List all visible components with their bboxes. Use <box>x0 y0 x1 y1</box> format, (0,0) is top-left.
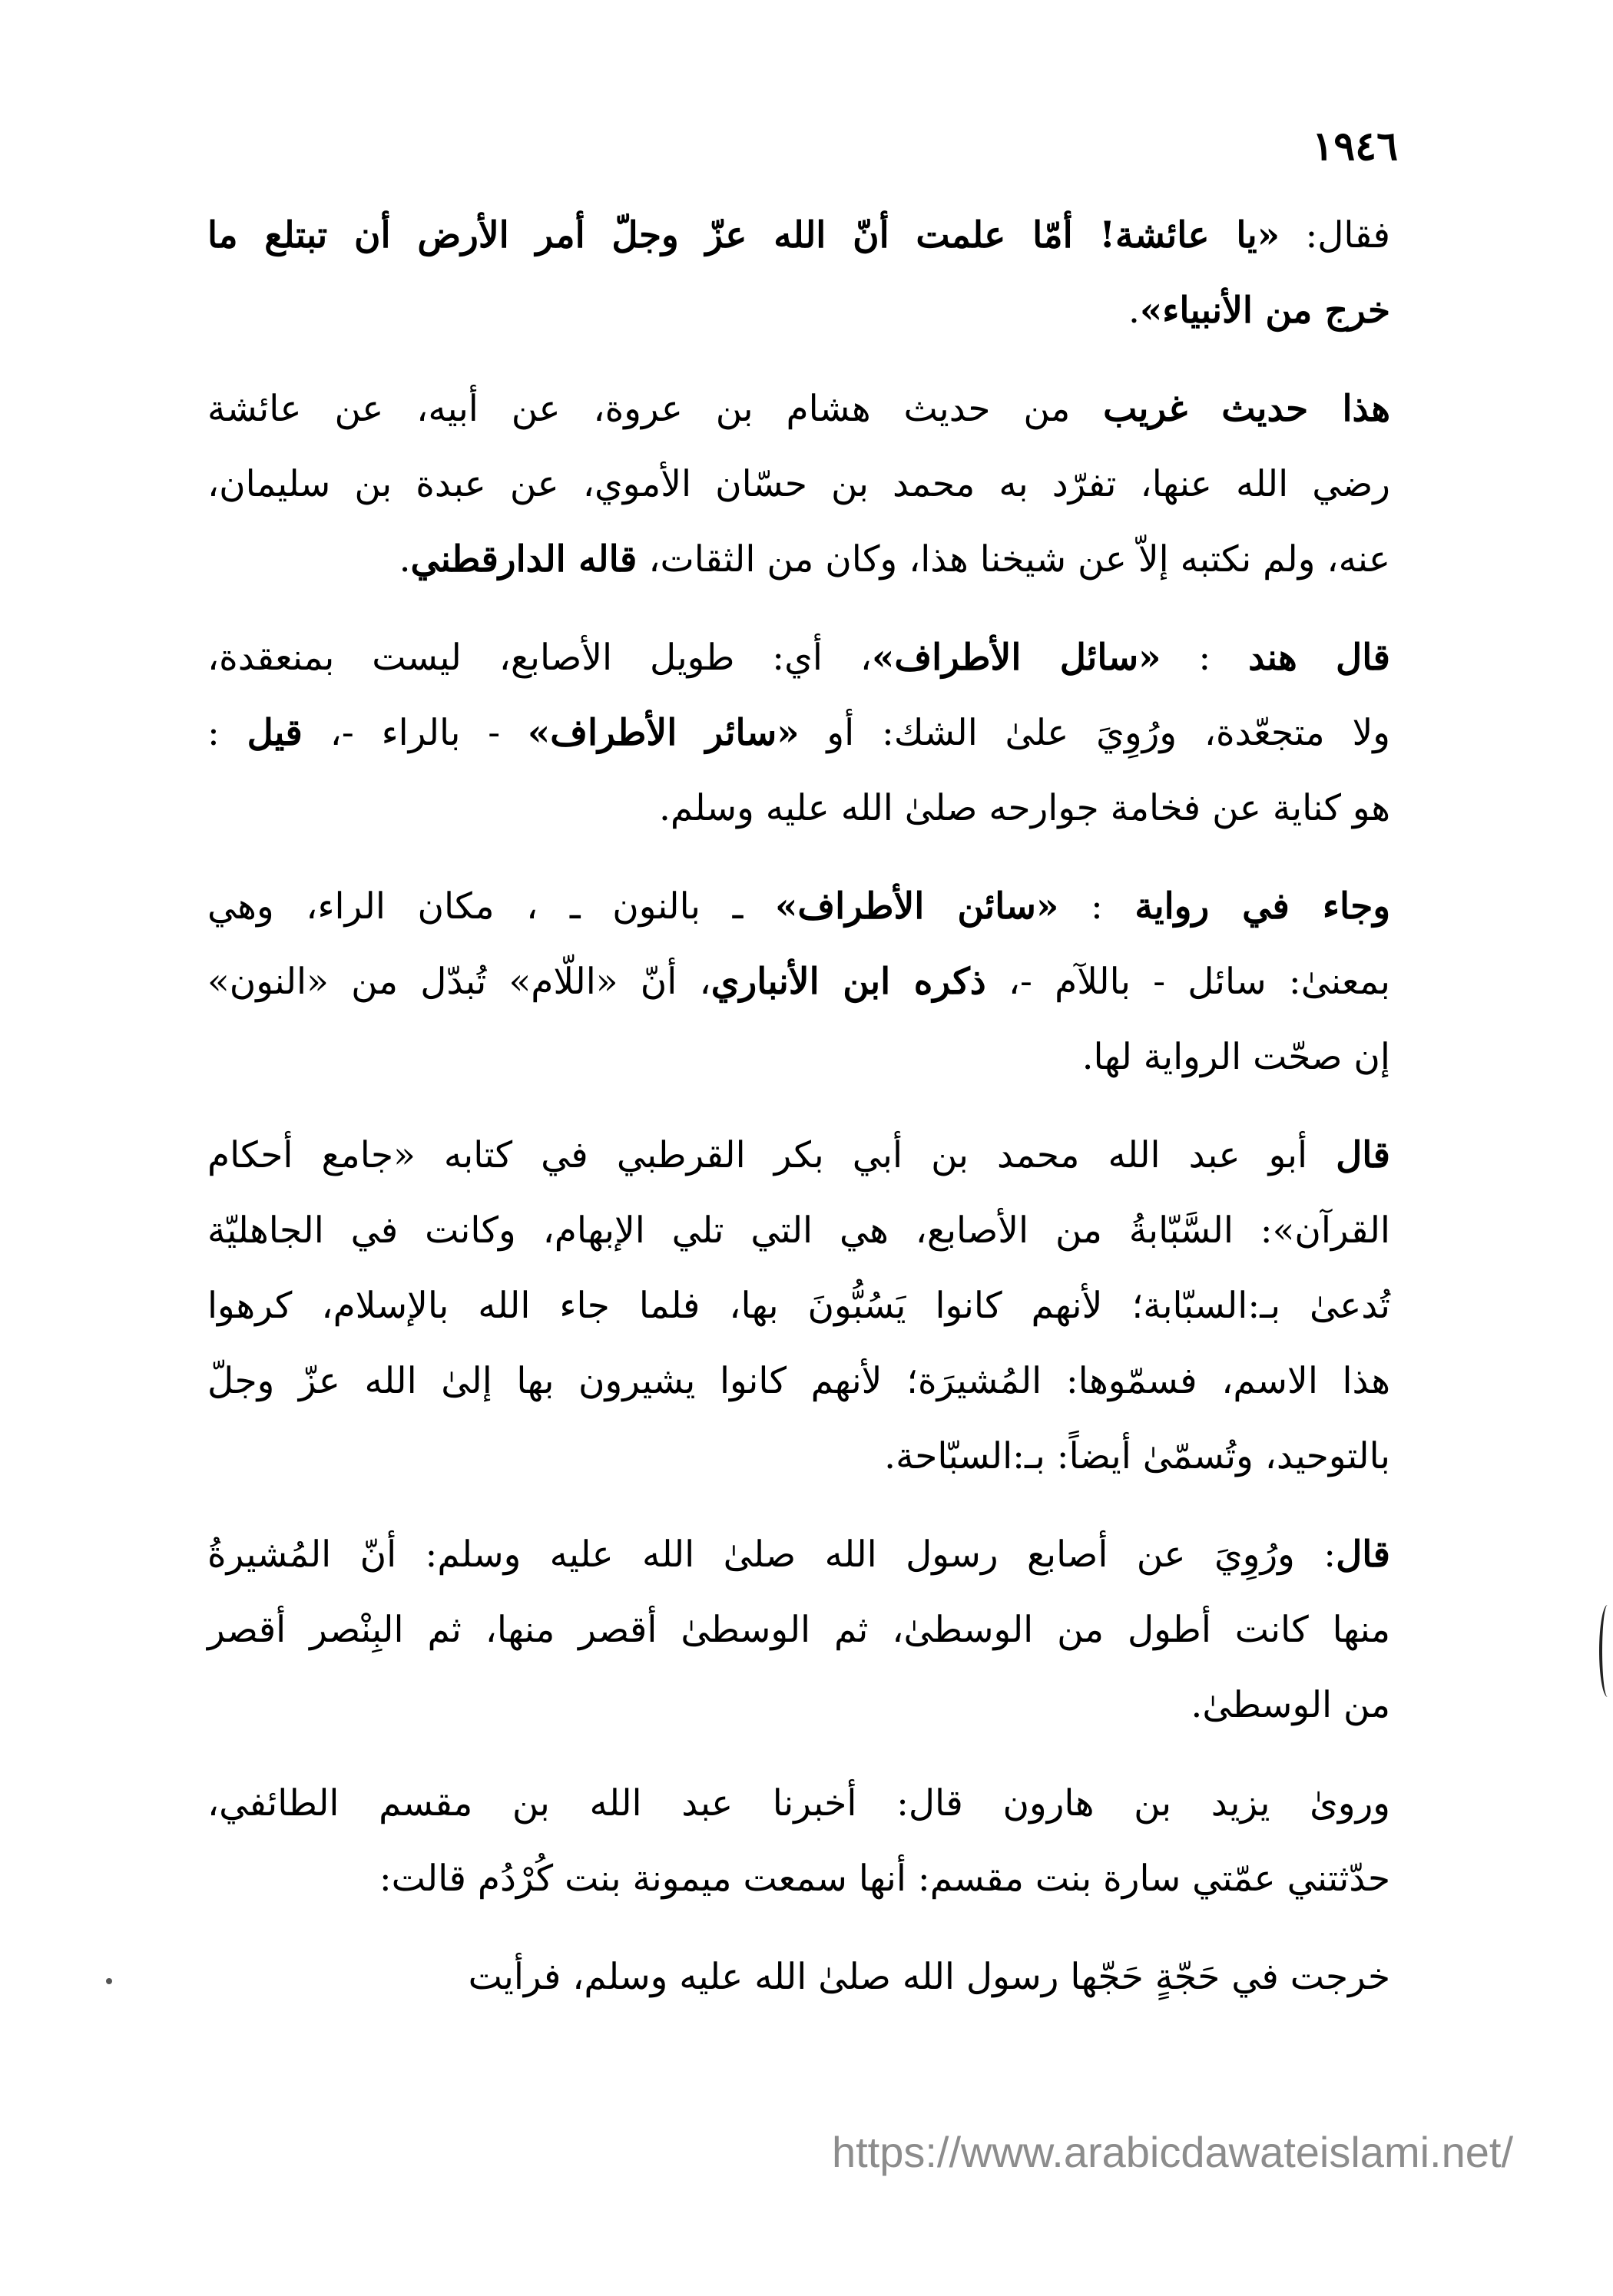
page-edge-mark <box>1599 1605 1613 1697</box>
text-run: من حديث هشام بن عروة، عن أبيه، عن عائشة <box>207 388 1104 430</box>
paragraph <box>207 620 1390 846</box>
watermark-url: https://www.arabicdawateislami.net/ <box>831 2128 1513 2176</box>
paragraph <box>207 1766 1390 1917</box>
text-run: ولا متجعّدة، ورُوِيَ علىٰ الشك: أو <box>799 712 1390 754</box>
text-line <box>207 1841 1390 1917</box>
text-line <box>207 1269 1390 1344</box>
text-run: : <box>1058 885 1135 928</box>
bold-text-run: قاله الدارقطني <box>410 538 638 581</box>
text-run: القرآن»: السَّبّابةُ من الأصابع، هي التي تلي الإبهام، وكانت في الجاهليّة <box>207 1209 1390 1252</box>
text-line <box>207 1344 1390 1419</box>
text-line <box>207 620 1390 696</box>
paragraph <box>207 1940 1390 2015</box>
paragraph <box>207 1118 1390 1494</box>
text-run: خرجت في حَجّةٍ حَجّها رسول الله صلىٰ الله عليه وسلم، فرأيت <box>468 1956 1390 1998</box>
text-line <box>207 198 1390 273</box>
text-run: أبو عبد الله محمد بن أبي بكر القرطبي في كتابه «جامع أحكام <box>207 1134 1336 1176</box>
text-line <box>207 1517 1390 1593</box>
bold-text-run: قال هند <box>1248 637 1390 679</box>
text-run: . <box>399 538 411 581</box>
text-line <box>207 1020 1390 1095</box>
bold-text-run: ذكره ابن الأنباري <box>710 961 986 1003</box>
bold-text-run: قيل <box>247 712 303 754</box>
scan-speck <box>106 1978 112 1984</box>
text-line <box>207 1668 1390 1743</box>
text-line <box>207 447 1390 522</box>
text-run: حدّثتني عمّتي سارة بنت مقسم: أنها سمعت ميمونة بنت كُرْدُم قالت: <box>379 1858 1390 1900</box>
text-run: بمعنىٰ: سائل - باللآم -، <box>985 961 1390 1003</box>
text-run: هذا الاسم، فسمّوها: المُشيرَة؛ لأنهم كانوا يشيرون بها إلىٰ الله عزّ وجلّ <box>207 1360 1390 1402</box>
paragraph <box>207 869 1390 1095</box>
paragraph <box>207 372 1390 597</box>
text-run: إن صحّت الرواية لها. <box>1081 1036 1390 1078</box>
bold-text-run: هذا حديث غريب <box>1103 388 1390 430</box>
text-line <box>207 372 1390 447</box>
text-line <box>207 1193 1390 1269</box>
bold-text-run: قال <box>1336 1134 1390 1176</box>
paragraph <box>207 1517 1390 1743</box>
text-run: : <box>1161 637 1249 679</box>
text-run: عنه، ولم نكتبه إلاّ عن شيخنا هذا، وكان من الثقات، <box>637 538 1390 581</box>
bold-text-run: «سائن الأطراف» <box>774 885 1059 928</box>
text-line <box>207 1118 1390 1193</box>
text-line <box>207 522 1390 597</box>
text-line <box>207 1766 1390 1841</box>
text-run: منها كانت أطول من الوسطىٰ، ثم الوسطىٰ أقصر منها، ثم البِنْصر أقصر <box>207 1609 1390 1651</box>
page-body <box>207 198 1390 2038</box>
text-run: : <box>207 712 247 754</box>
text-run: فقال: <box>1280 214 1390 256</box>
text-run: - بالراء -، <box>302 712 528 754</box>
text-run: . <box>1128 289 1140 332</box>
bold-text-run: «يا عائشة! أمّا علمت أنّ الله عزّ وجلّ أمر الأرض أن تبتلع ما <box>207 214 1280 256</box>
text-run: هو كناية عن فخامة جوارحه صلىٰ الله عليه وسلم. <box>658 787 1390 829</box>
text-line <box>207 945 1390 1020</box>
text-line <box>207 273 1390 349</box>
page-number: ١٩٤٦ <box>1312 123 1398 170</box>
text-run: بالتوحيد، وتُسمّىٰ أيضاً: بـ:السبّاحة. <box>884 1435 1390 1477</box>
bold-text-run: «سائل الأطراف» <box>872 637 1161 679</box>
text-run: : ورُوِيَ عن أصابع رسول الله صلىٰ الله عليه وسلم: أنّ المُشيرةُ <box>207 1533 1336 1576</box>
text-line <box>207 1419 1390 1494</box>
text-run: وروىٰ يزيد بن هارون قال: أخبرنا عبد الله بن مقسم الطائفي، <box>207 1782 1390 1825</box>
text-run: ، أنّ «اللّام» تُبدّل من «النون» <box>207 961 711 1003</box>
text-line <box>207 869 1390 945</box>
text-run: تُدعىٰ بـ:السبّابة؛ لأنهم كانوا يَسُبُّونَ بها، فلما جاء الله بالإسلام، كرهوا <box>207 1285 1390 1327</box>
text-run: من الوسطىٰ. <box>1191 1684 1390 1726</box>
bold-text-run: قال <box>1336 1533 1390 1576</box>
text-line <box>207 696 1390 771</box>
text-line <box>207 1940 1390 2015</box>
text-run: رضي الله عنها، تفرّد به محمد بن حسّان الأموي، عن عبدة بن سليمان، <box>207 463 1390 505</box>
text-run: ـ بالنون ـ ، مكان الراء، وهي <box>207 885 775 928</box>
text-line <box>207 1593 1390 1668</box>
text-run: ، أي: طويل الأصابع، ليست بمنعقدة، <box>207 637 873 679</box>
paragraph <box>207 198 1390 349</box>
bold-text-run: خرج من الأنبياء» <box>1139 289 1390 332</box>
bold-text-run: وجاء في رواية <box>1134 885 1391 928</box>
bold-text-run: «سائر الأطراف» <box>527 712 800 754</box>
text-line <box>207 771 1390 846</box>
